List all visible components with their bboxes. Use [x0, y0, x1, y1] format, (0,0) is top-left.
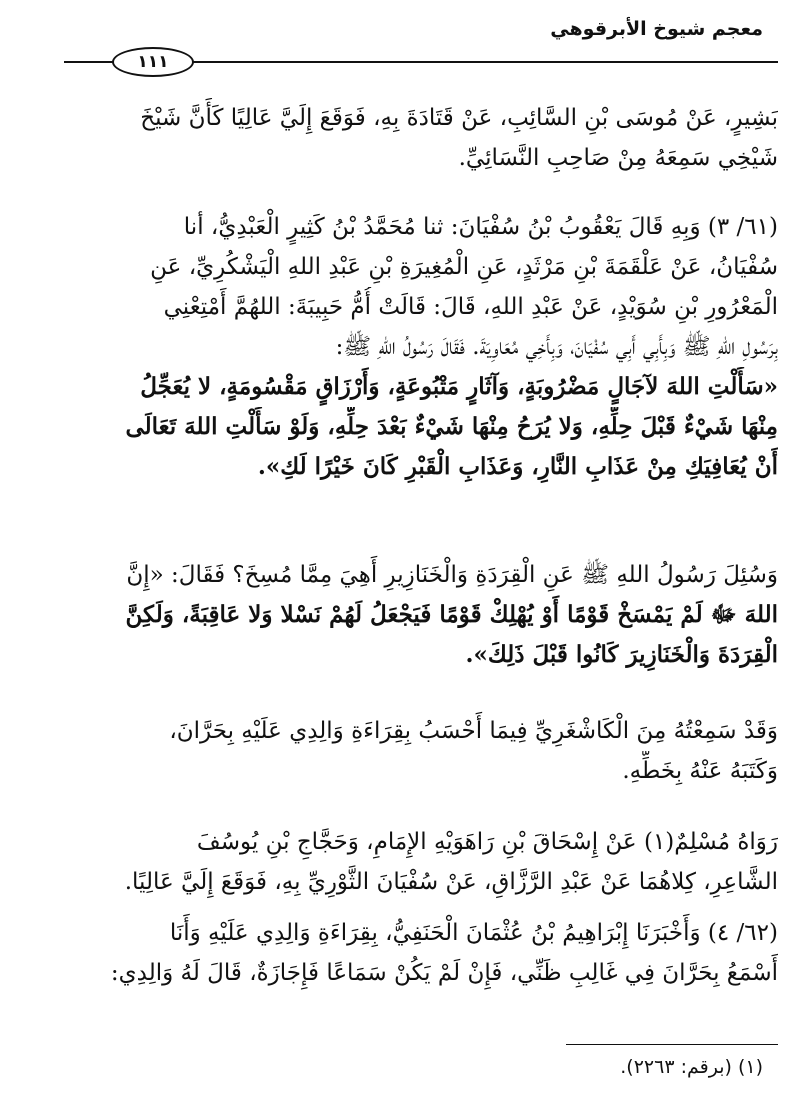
paragraph-6 [64, 913, 778, 993]
text-line: الْمَعْرُورِ بْنِ سُوَيْدٍ، عَنْ عَبْدِ اللهِ، قَالَ: قَالَتْ أُمُّ حَبِيبَةَ: اللهُمَّ أَمْتِعْنِي [163, 294, 778, 320]
text-line: رَوَاهُ مُسْلِمٌ(١) عَنْ إِسْحَاقَ بْنِ رَاهَوَيْهِ الإِمَامِ، وَحَجَّاجِ بْنِ يُوسُفَ [196, 829, 778, 855]
text-line: أَسْمَعُ بِحَرَّانَ فِي غَالِبِ ظَنِّي، فَإِنْ لَمْ يَكُنْ سَمَاعًا فَإِجَازَةٌ، قَالَ لَهُ وَالِدِي: [110, 960, 778, 986]
text-line: وَكَتَبَهُ عَنْهُ بِخَطِّهِ. [622, 758, 778, 784]
hadith-text-line: الْقِرَدَةَ وَالْخَنَازِيرَ كَانُوا قَبْلَ ذَلِكَ». [465, 641, 778, 668]
footnote-rule [566, 1044, 778, 1045]
text-line: سُفْيَانُ، عَنْ عَلْقَمَةَ بْنِ مَرْثَدٍ، عَنِ الْمُغِيرَةِ بْنِ عَبْدِ اللهِ الْيَشْكُرِيِّ، عَنِ [150, 254, 778, 280]
text-line: (٦٢/ ٤) وَأَخْبَرَنَا إِبْرَاهِيمُ بْنُ عُثْمَانَ الْحَنَفِيُّ، بِقِرَاءَةِ وَالِدِي عَلَيْهِ وَأَنَا [169, 920, 778, 946]
text-line: شَيْخِي سَمِعَهُ مِنْ صَاحِبِ النَّسَائِيِّ. [458, 145, 778, 171]
page-number: ١١١ [112, 47, 194, 77]
paragraph-1 [64, 98, 778, 178]
text-line: (٦١/ ٣) وَبِهِ قَالَ يَعْقُوبُ بْنُ سُفْيَانَ: ثنا مُحَمَّدُ بْنُ كَثِيرٍ الْعَبْدِيُّ، أنا [183, 214, 778, 240]
text-line: بَشِيرٍ، عَنْ مُوسَى بْنِ السَّائِبِ، عَنْ قَتَادَةَ بِهِ، فَوَقَعَ إِلَيَّ عَالِيًا كَأَنَّ شَيْخَ [140, 105, 778, 131]
hadith-text-line: اللهَ ﷻ لَمْ يَمْسَخْ قَوْمًا أَوْ يُهْلِكْ قَوْمًا فَيَجْعَلُ لَهُمْ نَسْلا وَلا عَاقِبَةً، وَلَكِنَّ [125, 601, 778, 628]
hadith-text-line: «سَأَلْتِ اللهَ لآجَالٍ مَضْرُوبَةٍ، وَآثَارٍ مَتْبُوعَةٍ، وَأَرْزَاقٍ مَقْسُومَةٍ، لا يُعَجِّلُ [140, 373, 778, 400]
text-line: الشَّاعِرِ، كِلاهُمَا عَنْ عَبْدِ الرَّزَّاقِ، عَنْ سُفْيَانَ الثَّوْرِيِّ بِهِ، فَوَقَعَ إِلَيَّ عَالِيًا. [124, 869, 778, 895]
hadith-text-line: مِنْهَا شَيْءٌ قَبْلَ حِلِّهِ، وَلا يُرَحُ مِنْهَا شَيْءٌ بَعْدَ حِلِّهِ، وَلَوْ سَأَلْتِ اللهَ تَعَالَى [125, 413, 778, 440]
hadith-text-line: أَنْ يُعَافِيَكِ مِنْ عَذَابِ النَّارِ، وَعَذَابِ الْقَبْرِ كَانَ خَيْرًا لَكِ». [257, 453, 778, 480]
paragraph-3 [64, 555, 778, 675]
paragraph-4 [64, 711, 778, 791]
footnote: (١) (برقم: ٢٢٦٣). [620, 1056, 763, 1078]
running-title: معجم شيوخ الأبرقوهي [550, 18, 763, 40]
text-line: وَسُئِلَ رَسُولُ اللهِ ﷺ عَنِ الْقِرَدَةِ وَالْخَنَازِيرِ أَهِيَ مِمَّا مُسِخَ؟ فَقَالَ: «إِنَّ [126, 562, 778, 588]
paragraph-2 [64, 207, 778, 487]
text-line: وَقَدْ سَمِعْتُهُ مِنَ الْكَاشْغَرِيِّ فِيمَا أَحْسَبُ بِقِرَاءَةِ وَالِدِي عَلَيْهِ بِحَرَّانَ، [169, 718, 778, 744]
text-line: بِرَسُولِ اللهِ ﷺ وَبِأَبِي أَبِي سُفْيَانَ، وَبِأَخِي مُعَاوِيَةَ. فَقَالَ رَسُولُ اللهِ ﷺ: [335, 334, 778, 360]
paragraph-5 [64, 822, 778, 902]
